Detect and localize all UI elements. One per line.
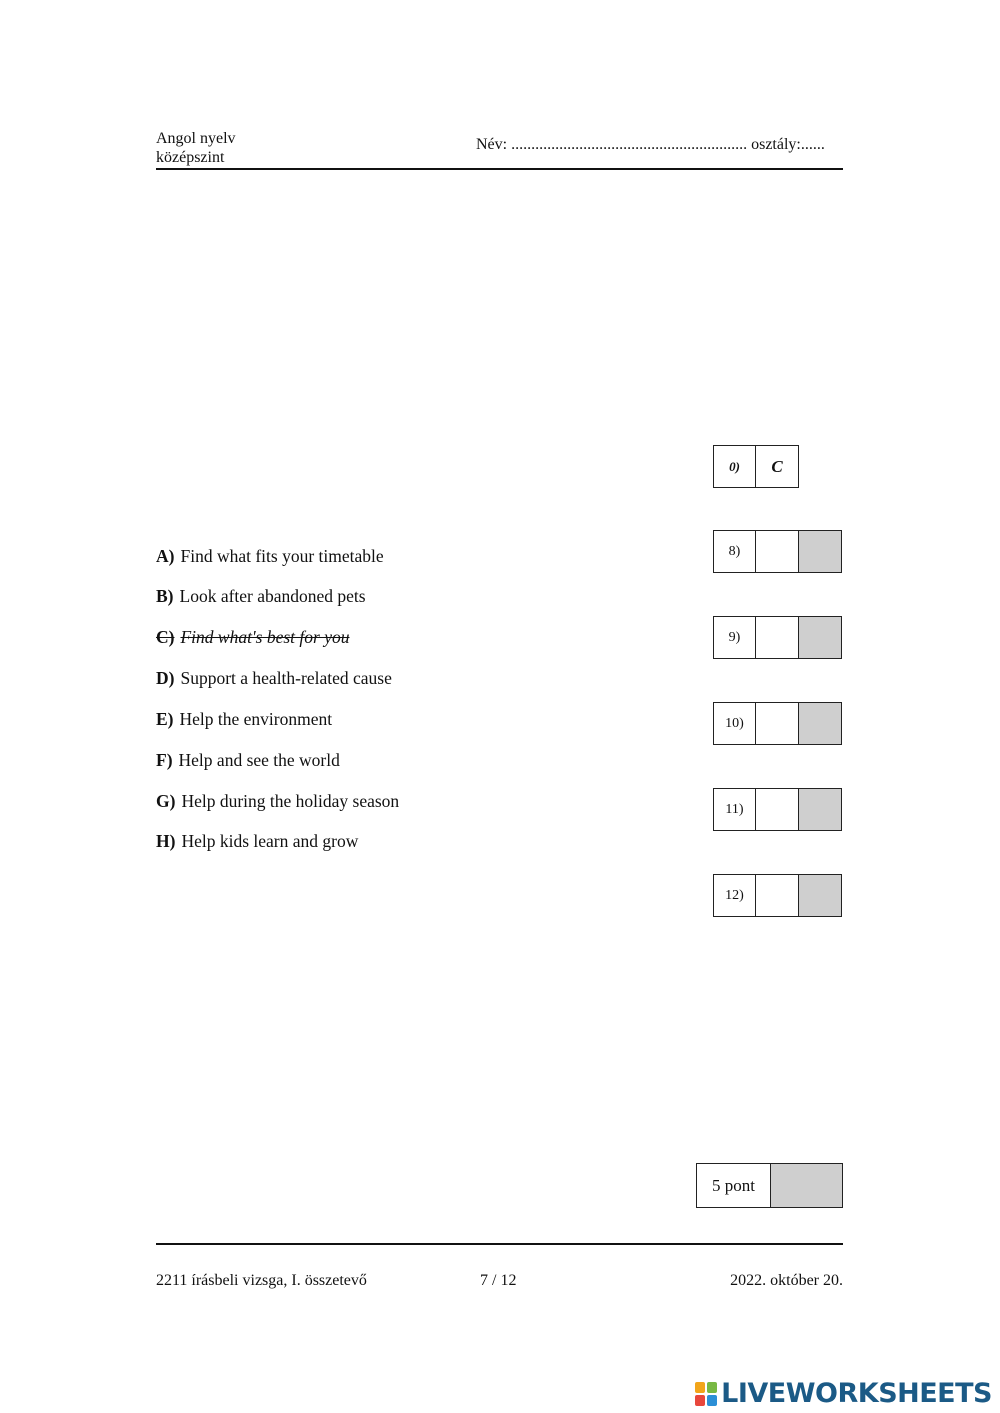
example-answer-cell	[755, 445, 799, 488]
answer-input-cell[interactable]	[755, 702, 799, 745]
score-cell	[798, 702, 842, 745]
example-number-cell	[713, 445, 756, 488]
answer-input-cell[interactable]	[755, 530, 799, 573]
liveworksheets-logo	[695, 1378, 992, 1409]
score-label-cell	[696, 1163, 771, 1208]
option-h: H) Help kids learn and grow	[156, 831, 359, 851]
score-cell	[798, 616, 842, 659]
answer-input-cell[interactable]	[755, 874, 799, 917]
answer-number-cell: 12)	[713, 874, 756, 917]
option-g: G) Help during the holiday season	[156, 791, 400, 811]
header-rule	[156, 168, 843, 170]
answer-number-cell: 8)	[713, 530, 756, 573]
score-label: 5 pont	[712, 1175, 755, 1195]
option-b: B) Look after abandoned pets	[156, 586, 366, 606]
score-cell	[798, 530, 842, 573]
liveworksheets-logo-icon	[695, 1382, 717, 1406]
answer-input-cell[interactable]	[755, 616, 799, 659]
example-answer: C	[771, 456, 783, 476]
name-class-field: Név: ........................................................... osztály:......	[476, 136, 825, 153]
option-c-example: C) Find what's best for you	[156, 627, 350, 647]
score-cell	[798, 788, 842, 831]
example-number: 0)	[729, 458, 740, 474]
option-d: D) Support a health-related cause	[156, 668, 392, 688]
answer-number-cell: 9)	[713, 616, 756, 659]
answer-number-cell: 10)	[713, 702, 756, 745]
subject-line-2: középszint	[156, 149, 225, 166]
answer-number-cell: 11)	[713, 788, 756, 831]
footer-page-number: 7 / 12	[480, 1272, 517, 1289]
logo-text: LIVEWORKSHEETS	[721, 1378, 992, 1409]
score-cell	[798, 874, 842, 917]
subject-line-1: Angol nyelv	[156, 130, 236, 147]
option-f: F) Help and see the world	[156, 750, 340, 770]
option-a: A) Find what fits your timetable	[156, 546, 384, 566]
footer-date: 2022. október 20.	[730, 1272, 843, 1289]
option-e: E) Help the environment	[156, 709, 333, 729]
footer-exam: 2211 írásbeli vizsga, I. összetevő	[156, 1272, 367, 1289]
total-score-cell	[770, 1163, 843, 1208]
footer-rule	[156, 1243, 843, 1245]
answer-input-cell[interactable]	[755, 788, 799, 831]
subject-label	[156, 129, 236, 167]
